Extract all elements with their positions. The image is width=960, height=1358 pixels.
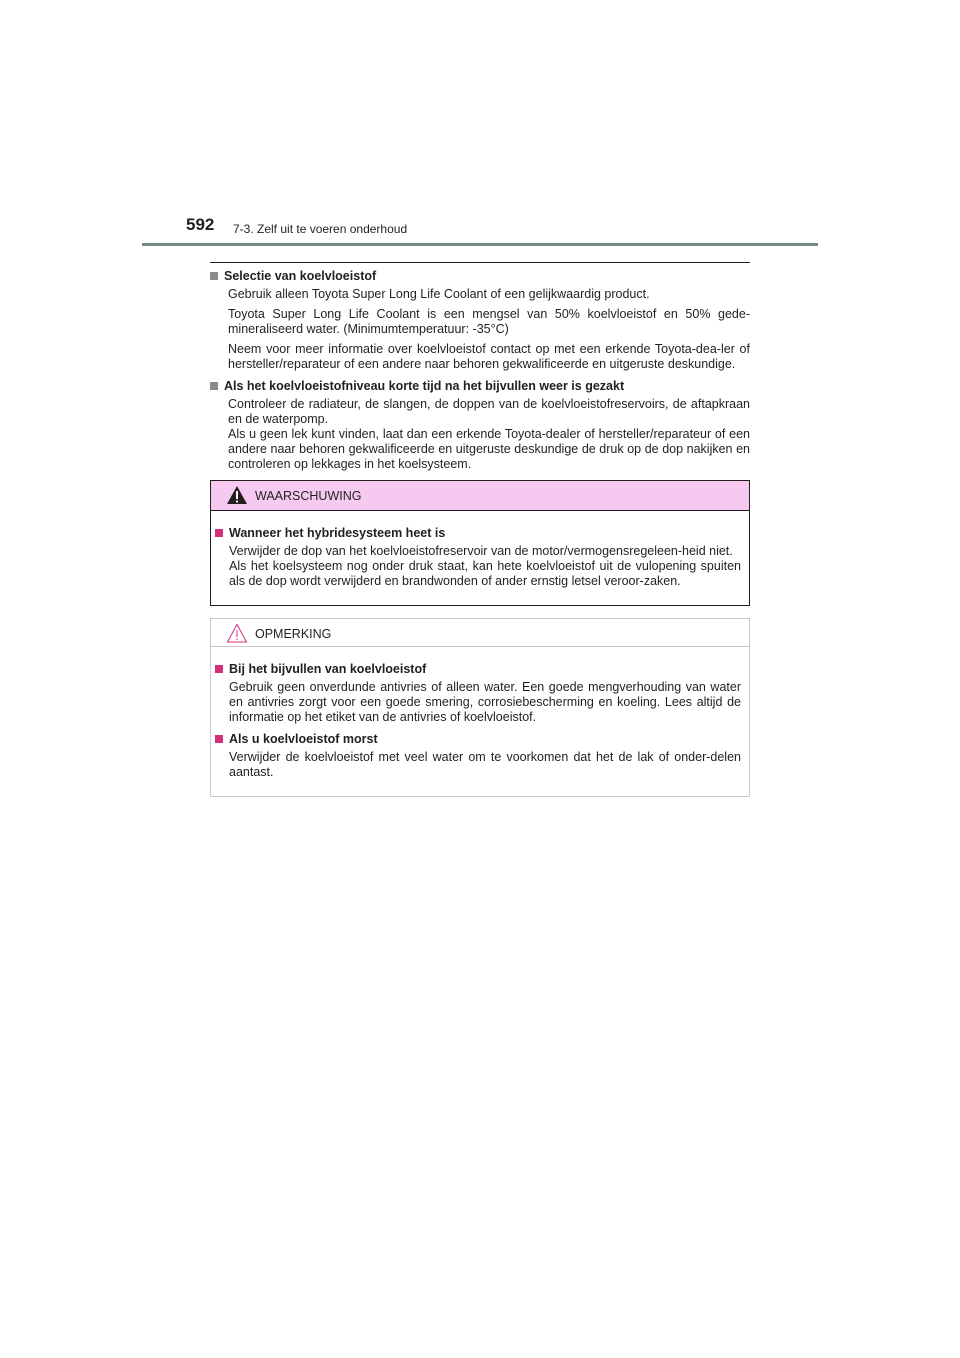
notice-label: OPMERKING [255, 627, 332, 641]
paragraph: Verwijder de koelvloeistof met veel water om te voorkomen dat het de lak of onder-delen aantast. [229, 750, 741, 779]
square-bullet-icon [210, 272, 218, 280]
square-bullet-icon [210, 382, 218, 390]
item-coolant-selection [210, 268, 750, 372]
item-heading: Bij het bijvullen van koelvloeistof [229, 662, 427, 676]
warning-label: WAARSCHUWING [255, 489, 362, 503]
item-heading: Selectie van koelvloeistof [224, 269, 377, 283]
square-bullet-icon [215, 665, 223, 673]
warning-header [211, 481, 749, 511]
paragraph: Als het koelsysteem nog onder druk staat, kan hete koelvloeistof uit de vulopening spuiten als de dop wordt verwijderd en brandwonden of ander ernstig letsel veroor-zaken. [229, 559, 741, 588]
notice-triangle-icon [226, 623, 248, 643]
page-content [210, 262, 750, 797]
paragraph: Als u geen lek kunt vinden, laat dan een erkende Toyota-dealer of hersteller/reparateur of een andere naar behoren gekwalificeerde en uitgeruste deskundige de druk op de dop nakijken en controleren op lekkages in het koelsysteem. [228, 427, 750, 471]
warning-box [210, 480, 750, 606]
item-heading: Als het koelvloeistofniveau korte tijd na het bijvullen weer is gezakt [224, 379, 625, 393]
item-coolant-level-dropped [210, 378, 750, 472]
paragraph: Controleer de radiateur, de slangen, de doppen van de koelvloeistofreservoirs, de aftapkraan en de waterpomp. [228, 397, 750, 426]
notice-box [210, 618, 750, 797]
notice-header [211, 619, 749, 647]
divider [210, 262, 750, 263]
square-bullet-icon [215, 529, 223, 537]
section-title: 7-3. Zelf uit te voeren onderhoud [233, 222, 408, 236]
item-heading: Wanneer het hybridesysteem heet is [229, 526, 446, 540]
paragraph: Gebruik alleen Toyota Super Long Life Coolant of een gelijkwaardig product. [228, 287, 650, 301]
square-bullet-icon [215, 735, 223, 743]
warning-item [215, 525, 741, 589]
warning-triangle-icon [226, 485, 248, 505]
paragraph: Toyota Super Long Life Coolant is een mengsel van 50% koelvloeistof en 50% gede-mineraliseerd water. (Minimumtemperatuur: -35°C) [228, 307, 750, 336]
notice-item [215, 731, 741, 780]
notice-item [215, 661, 741, 725]
paragraph: Verwijder de dop van het koelvloeistofreservoir van de motor/vermogensregeleen-heid niet. [229, 544, 733, 558]
paragraph: Neem voor meer informatie over koelvloeistof contact op met een erkende Toyota-dea-ler of hersteller/reparateur of een andere naar behoren gekwalificeerde en uitgeruste deskundige. [228, 342, 750, 371]
paragraph: Gebruik geen onverdunde antivries of alleen water. Een goede mengverhouding van water en antivries zorgt voor een goede smering, corrosiebescherming en koeling. Lees altijd de informatie op het etiket van de antivries of koelvloeistof. [229, 680, 741, 724]
page-number: 592 [186, 215, 215, 234]
item-heading: Als u koelvloeistof morst [229, 732, 378, 746]
header-rule [142, 243, 818, 246]
